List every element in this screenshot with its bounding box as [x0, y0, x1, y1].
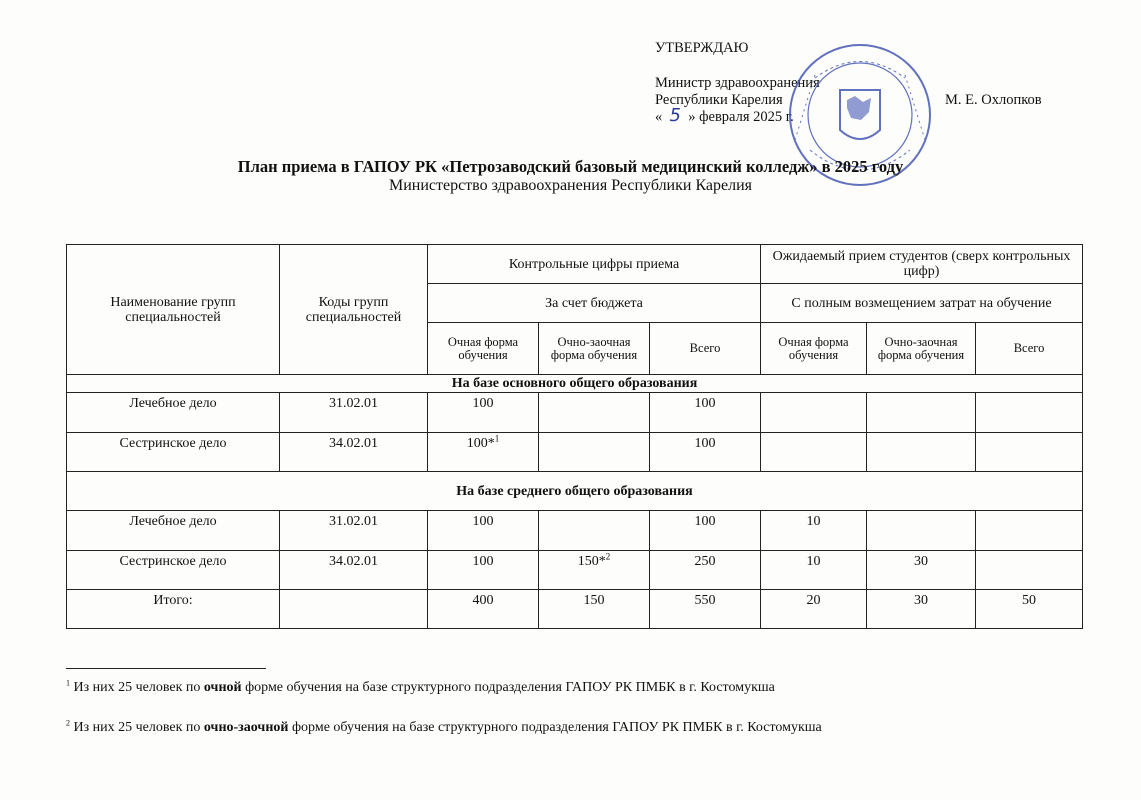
header-paid-total: Всего: [976, 323, 1083, 375]
admission-plan-table: [66, 244, 1083, 629]
cell-paid-part: [867, 433, 976, 472]
cell-paid-total: [976, 393, 1083, 433]
footnote-text: Из них 25 человек по: [73, 680, 204, 695]
totals-label: Итого:: [67, 590, 280, 629]
footnote-text: форме обучения на базе структурного подразделения ГАПОУ РК ПМБК в г. Костомукша: [288, 720, 822, 735]
cell-budget-full: 100: [428, 393, 539, 433]
cell-budget-total: 250: [650, 551, 761, 590]
footnote-mark: 1: [66, 678, 70, 688]
footnote-emphasis: очно-заочной: [203, 720, 289, 735]
footnote-text: Из них 25 человек по: [73, 720, 204, 735]
table-row: [67, 551, 1083, 590]
totals-paid-part: 30: [867, 590, 976, 629]
header-paid: С полным возмещением затрат на обучение: [761, 284, 1083, 323]
totals-paid-full: 20: [761, 590, 867, 629]
cell-code: 31.02.01: [280, 393, 428, 433]
totals-budget-full: 400: [428, 590, 539, 629]
footnote-2: [66, 720, 822, 736]
cell-name: Лечебное дело: [67, 511, 280, 551]
table-row: [67, 433, 1083, 472]
cell-budget-part: [539, 551, 650, 590]
cell-paid-full: 10: [761, 511, 867, 551]
approval-line-1: Министр здравоохранения: [655, 75, 820, 91]
totals-budget-part: 150: [539, 590, 650, 629]
cell-value: 150*: [577, 554, 606, 569]
cell-budget-part: [539, 433, 650, 472]
totals-paid-total: 50: [976, 590, 1083, 629]
footnote-mark: 2: [66, 718, 70, 728]
cell-name: Лечебное дело: [67, 393, 280, 433]
footnote-mark: 2: [605, 551, 611, 562]
cell-code: 34.02.01: [280, 551, 428, 590]
cell-paid-total: [976, 511, 1083, 551]
cell-code: 34.02.01: [280, 433, 428, 472]
cell-budget-total: 100: [650, 511, 761, 551]
cell-paid-full: [761, 393, 867, 433]
table-row: [67, 511, 1083, 551]
cell-paid-total: [976, 551, 1083, 590]
date-rest: » февраля 2025 г.: [688, 109, 794, 125]
header-group-name: Наименование групп специальностей: [67, 245, 280, 375]
footnote-1: [66, 680, 775, 696]
footnote-mark: 1: [494, 433, 500, 444]
section-secondary-education: На базе среднего общего образования: [67, 472, 1083, 511]
cell-paid-part: 30: [867, 551, 976, 590]
footnote-text: форме обучения на базе структурного подразделения ГАПОУ РК ПМБК в г. Костомукша: [241, 680, 775, 695]
cell-budget-part: [539, 393, 650, 433]
header-paid-full-time: Очная форма обучения: [761, 323, 867, 375]
cell-budget-full: 100: [428, 551, 539, 590]
cell-paid-part: [867, 393, 976, 433]
header-budget-total: Всего: [650, 323, 761, 375]
header-expected-admission: Ожидаемый прием студентов (сверх контрольных цифр): [761, 245, 1083, 284]
cell-budget-total: 100: [650, 433, 761, 472]
cell-name: Сестринское дело: [67, 433, 280, 472]
cell-paid-total: [976, 433, 1083, 472]
cell-paid-full: 10: [761, 551, 867, 590]
approval-heading: УТВЕРЖДАЮ: [655, 40, 749, 56]
header-control-figures: Контрольные цифры приема: [428, 245, 761, 284]
cell-budget-total: 100: [650, 393, 761, 433]
date-day-handwritten: 5: [669, 105, 681, 126]
header-group-code: Коды групп специальностей: [280, 245, 428, 375]
header-paid-part-time: Очно-заочная форма обучения: [867, 323, 976, 375]
cell-value: 100*: [466, 436, 495, 451]
cell-budget-full: 100: [428, 511, 539, 551]
footnote-divider: [66, 668, 266, 669]
totals-code: [280, 590, 428, 629]
approval-signatory: М. Е. Охлопков: [945, 92, 1042, 108]
footnote-emphasis: очной: [203, 680, 242, 695]
document-title: План приема в ГАПОУ РК «Петрозаводский базовый медицинский колледж» в 2025 году: [237, 157, 904, 176]
totals-row: [67, 590, 1083, 629]
cell-paid-part: [867, 511, 976, 551]
cell-name: Сестринское дело: [67, 551, 280, 590]
cell-paid-full: [761, 433, 867, 472]
approval-region: Республики Карелия: [655, 92, 783, 108]
header-budget-part-time: Очно-заочная форма обучения: [539, 323, 650, 375]
section-basic-education: На базе основного общего образования: [67, 375, 1083, 393]
totals-budget-total: 550: [650, 590, 761, 629]
date-open: «: [655, 109, 663, 125]
header-budget-full-time: Очная форма обучения: [428, 323, 539, 375]
cell-budget-full: [428, 433, 539, 472]
cell-budget-part: [539, 511, 650, 551]
cell-code: 31.02.01: [280, 511, 428, 551]
header-budget: За счет бюджета: [428, 284, 761, 323]
table-row: [67, 393, 1083, 433]
document-subtitle: Министерство здравоохранения Республики Карелия: [388, 177, 753, 194]
